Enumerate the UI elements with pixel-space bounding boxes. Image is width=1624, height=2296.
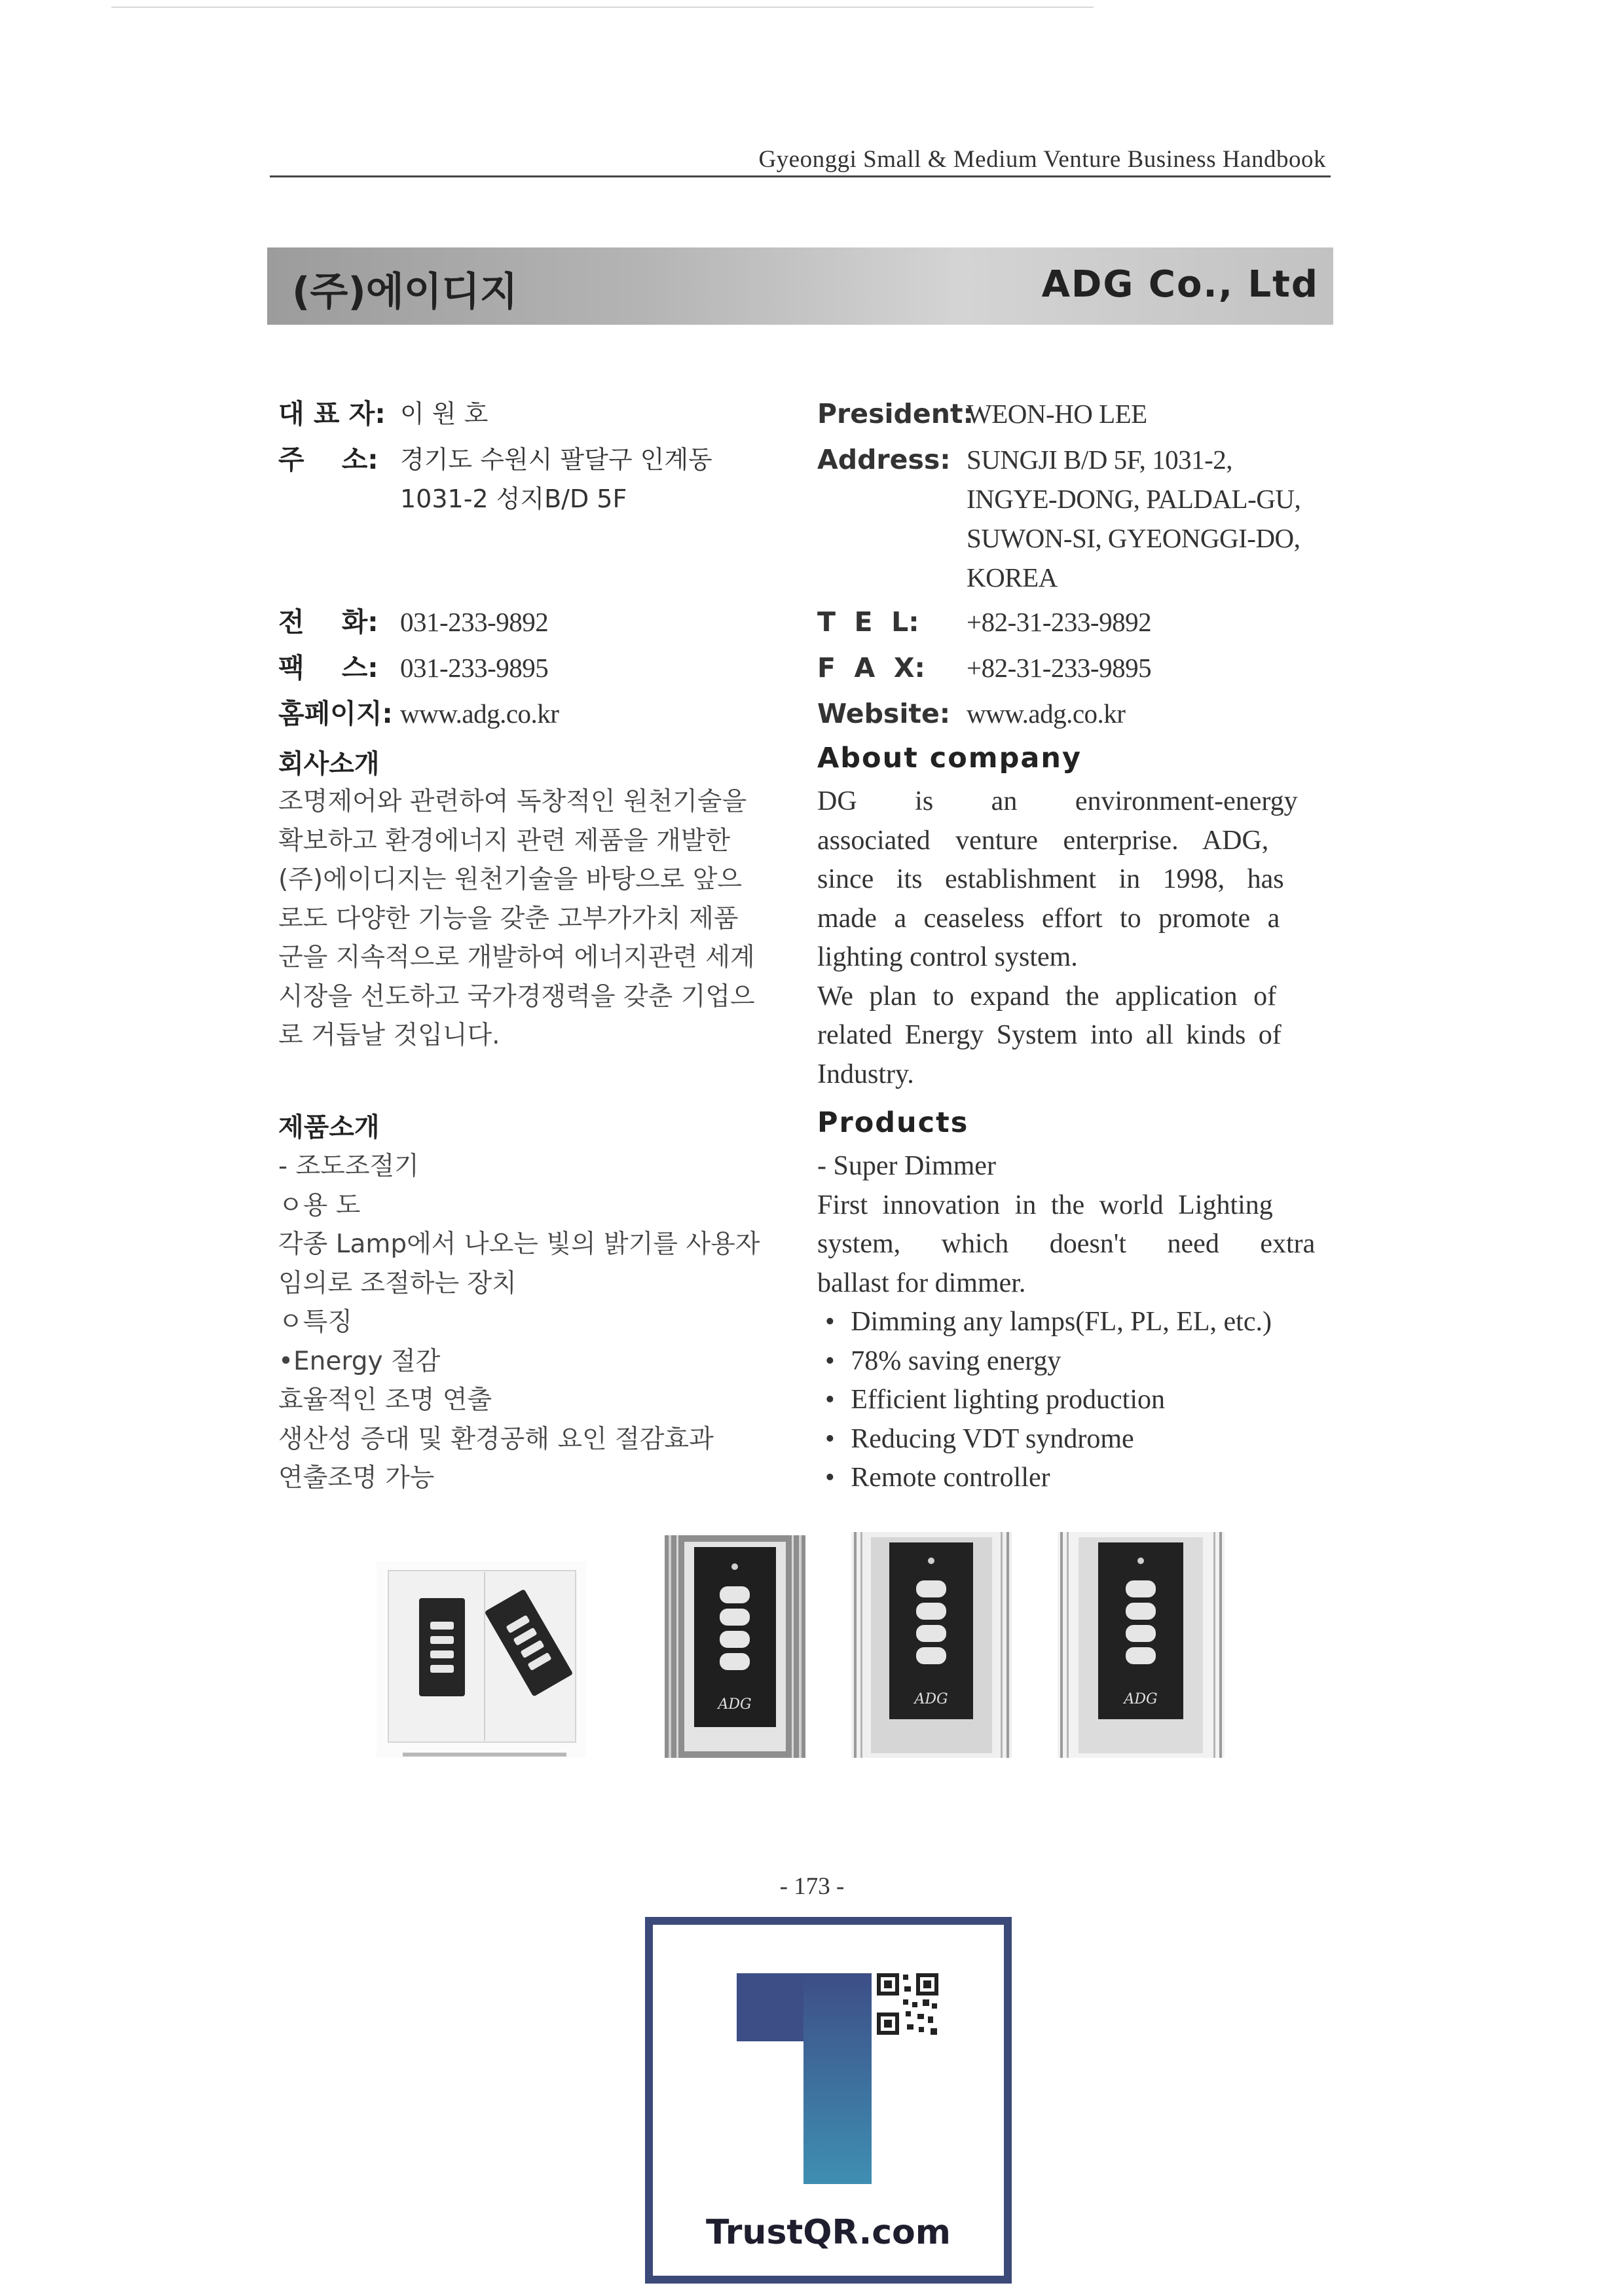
products-en-line: system, which doesn't need extra (817, 1229, 1316, 1259)
tel-en-label: T E L: (817, 606, 919, 638)
product-brand-mark: ADG (718, 1696, 752, 1713)
products-text-en (817, 1147, 1321, 1303)
about-ko-line: 군을 지속적으로 개발하여 에너지관련 세계 (278, 943, 755, 972)
feature-item: • Dimming any lamps(FL, PL, EL, etc.) (825, 1307, 1272, 1337)
about-en-line: since its establishment in 1998, has (817, 864, 1284, 894)
product-brand-mark: ADG (914, 1691, 948, 1707)
fax-en-row (817, 648, 1151, 687)
about-heading-ko: 회사소개 (278, 749, 380, 779)
products-ko-line: 생산성 증대 및 환경공해 요인 절감효과 (278, 1424, 714, 1454)
company-name-en: ADG Co., Ltd (1041, 263, 1319, 306)
president-ko-value: 이 원 호 (400, 399, 489, 428)
products-ko-line: 임의로 조절하는 장치 (278, 1268, 517, 1298)
products-ko-line: ㅇ용 도 (278, 1190, 361, 1220)
fax-ko-label: 팩 스: (278, 652, 378, 683)
trustqr-text: TrustQR.com (706, 2213, 951, 2252)
about-heading-en: About company (817, 742, 1082, 774)
about-ko-line: 확보하고 환경에너지 관련 제품을 개발한 (278, 826, 731, 856)
company-name-ko: (주)에이디지 (292, 269, 518, 315)
president-en-label: President: (817, 398, 974, 429)
fax-en-label: F A X: (817, 652, 925, 683)
feature-item: • Remote controller (825, 1463, 1050, 1493)
products-ko-line: 연출조명 가능 (278, 1463, 435, 1493)
product-features-list (825, 1303, 1323, 1498)
tel-ko-label: 전 화: (278, 606, 378, 638)
dimmer-photo-3 (1058, 1532, 1225, 1758)
address-ko-row (278, 440, 712, 519)
about-text-ko (278, 782, 783, 1055)
products-en-line: ballast for dimmer. (817, 1267, 1026, 1298)
tel-ko-value: 031-233-9892 (400, 607, 549, 637)
products-en-line: - Super Dimmer (817, 1151, 996, 1181)
fax-ko-value: 031-233-9895 (400, 653, 549, 683)
products-ko-line: •Energy 절감 (278, 1346, 441, 1376)
about-ko-line: 시장을 선도하고 국가경쟁력을 갖춘 기업으 (278, 981, 755, 1011)
trustqr-logo (645, 1917, 1012, 2284)
feature-item: • Efficient lighting production (825, 1385, 1166, 1415)
about-en-line: DG is an environment-energy (817, 786, 1298, 816)
header-rule (270, 175, 1331, 177)
running-title: Gyeonggi Small & Medium Venture Business Handbook (758, 146, 1326, 173)
feature-item: • Reducing VDT syndrome (825, 1423, 1134, 1454)
about-text-en (817, 782, 1321, 1094)
address-en-row (817, 440, 1301, 597)
about-en-line: We plan to expand the application of (817, 981, 1277, 1011)
about-en-line: Industry. (817, 1059, 914, 1089)
web-en-row (817, 694, 1125, 733)
about-en-line: associated venture enterprise. ADG, (817, 825, 1269, 856)
president-en-row (817, 394, 1147, 433)
dimmer-photo-1 (665, 1535, 805, 1758)
address-en-value: SUNGJI B/D 5F, 1031-2, INGYE-DONG, PALDAL-GU, SUWON-SI, GYEONGGI-DO, KOREA (967, 445, 1301, 592)
products-ko-line: ㅇ특징 (278, 1307, 353, 1337)
president-en-value: WEON-HO LEE (967, 399, 1147, 429)
products-en-line: First innovation in the world Lighting (817, 1190, 1273, 1220)
about-ko-line: (주)에이디지는 원천기술을 바탕으로 앞으 (278, 865, 743, 894)
products-heading-en: Products (817, 1106, 969, 1139)
page-number: - 173 - (779, 1873, 845, 1900)
about-ko-line: 조명제어와 관련하여 독창적인 원천기술을 (278, 787, 747, 816)
about-en-line: made a ceaseless effort to promote a (817, 903, 1280, 934)
web-ko-label: 홈페이지: (278, 698, 393, 729)
about-en-line: related Energy System into all kinds of (817, 1020, 1282, 1050)
products-ko-line: 효율적인 조명 연출 (278, 1385, 492, 1415)
t-logo-icon (653, 1925, 1004, 2200)
product-brand-mark: ADG (1124, 1691, 1158, 1707)
web-en-value: www.adg.co.kr (967, 699, 1126, 729)
product-photo-pair (377, 1561, 586, 1758)
web-en-label: Website: (817, 698, 951, 729)
tel-en-row (817, 602, 1151, 642)
about-ko-line: 로도 다양한 기능을 갖춘 고부가가치 제품 (278, 903, 739, 934)
about-ko-line: 로 거듭날 것입니다. (278, 1021, 500, 1050)
fax-ko-row (278, 648, 548, 687)
address-en-label: Address: (817, 444, 951, 475)
address-ko-label: 주 소: (278, 444, 378, 475)
products-text-ko (278, 1147, 783, 1498)
dimmer-photo-2 (851, 1532, 1012, 1758)
feature-item: • 78% saving energy (825, 1345, 1061, 1376)
president-ko-row (278, 394, 488, 433)
president-ko-label: 대 표 자: (278, 398, 386, 429)
fax-en-value: +82-31-233-9895 (967, 653, 1152, 683)
company-banner (267, 247, 1333, 325)
about-en-line: lighting control system. (817, 942, 1078, 972)
address-ko-value: 경기도 수원시 팔달구 인계동 1031-2 성지B/D 5F (400, 445, 712, 513)
tel-ko-row (278, 602, 548, 642)
scan-edge-line (111, 7, 1094, 8)
qr-code-icon (877, 1973, 938, 2035)
web-ko-value: www.adg.co.kr (400, 699, 559, 729)
web-ko-row (278, 694, 559, 733)
tel-en-value: +82-31-233-9892 (967, 607, 1152, 637)
products-ko-line: 각종 Lamp에서 나오는 빛의 밝기를 사용자 (278, 1230, 760, 1259)
products-heading-ko: 제품소개 (278, 1112, 380, 1142)
products-ko-line: - 조도조절기 (278, 1152, 419, 1181)
